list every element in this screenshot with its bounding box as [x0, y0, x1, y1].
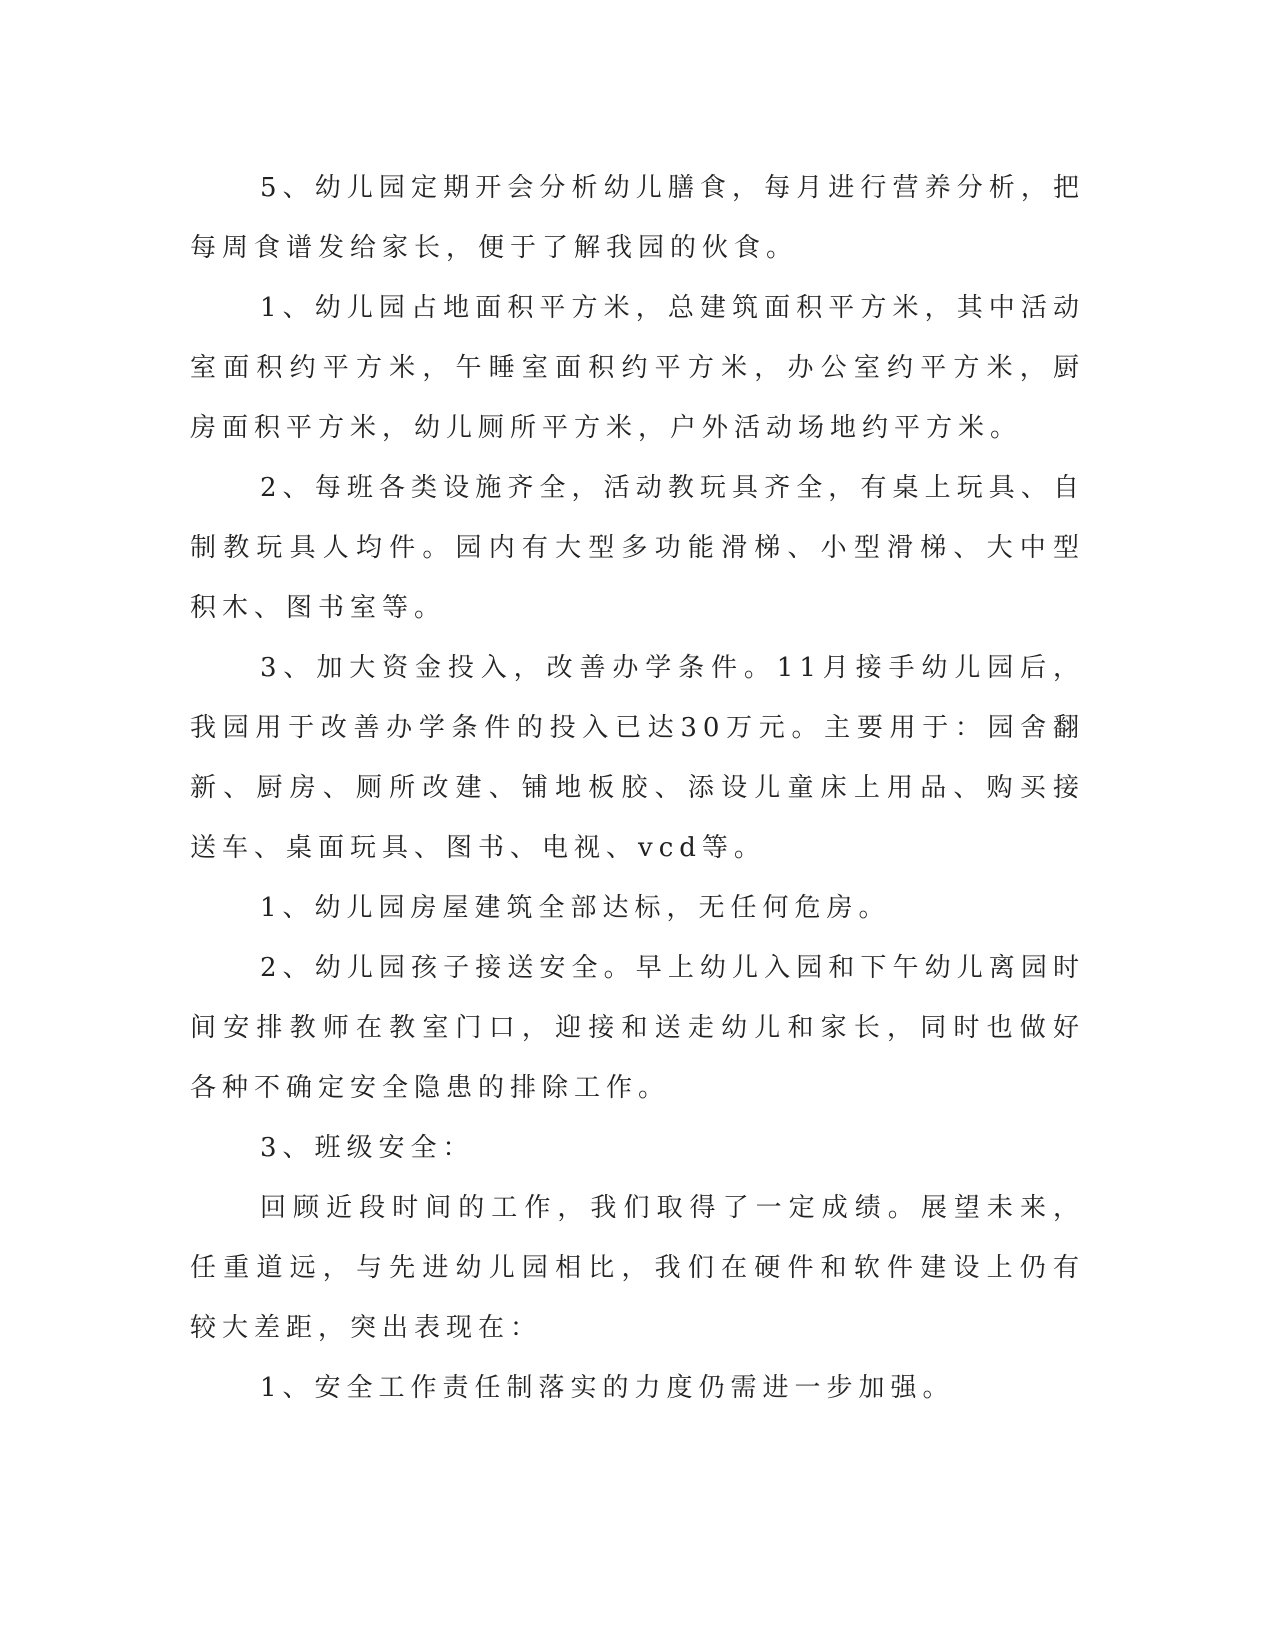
paragraph-responsibility: 1、安全工作责任制落实的力度仍需进一步加强。 — [260, 1373, 955, 1403]
document-body — [190, 158, 1085, 1418]
paragraph-building-safety: 1、幼儿园房屋建筑全部达标，无任何危房。 — [260, 893, 891, 923]
paragraph-meal-analysis: 5、幼儿园定期开会分析幼儿膳食，每月进行营养分析，把每周食谱发给家长，便于了解我园的伙食。 — [190, 173, 1085, 263]
paragraph-review: 回顾近段时间的工作，我们取得了一定成绩。展望未来，任重道远，与先进幼儿园相比，我们在硬件和软件建设上仍有较大差距，突出表现在： — [190, 1193, 1085, 1343]
paragraph-class-safety: 3、班级安全： — [260, 1133, 475, 1163]
paragraph-facilities: 2、每班各类设施齐全，活动教玩具齐全，有桌上玩具、自制教玩具人均件。园内有大型多功能滑梯、小型滑梯、大中型积木、图书室等。 — [190, 473, 1085, 623]
paragraph-area: 1、幼儿园占地面积平方米，总建筑面积平方米，其中活动室面积约平方米，午睡室面积约平方米，办公室约平方米，厨房面积平方米，幼儿厕所平方米，户外活动场地约平方米。 — [190, 293, 1085, 443]
paragraph-pickup-safety: 2、幼儿园孩子接送安全。早上幼儿入园和下午幼儿离园时间安排教师在教室门口，迎接和送走幼儿和家长，同时也做好各种不确定安全隐患的排除工作。 — [190, 953, 1085, 1103]
paragraph-investment: 3、加大资金投入，改善办学条件。11月接手幼儿园后，我园用于改善办学条件的投入已达30万元。主要用于：园舍翻新、厨房、厕所改建、铺地板胶、添设儿童床上用品、购买接送车、桌面玩具、图书、电视、vcd等。 — [190, 653, 1085, 863]
